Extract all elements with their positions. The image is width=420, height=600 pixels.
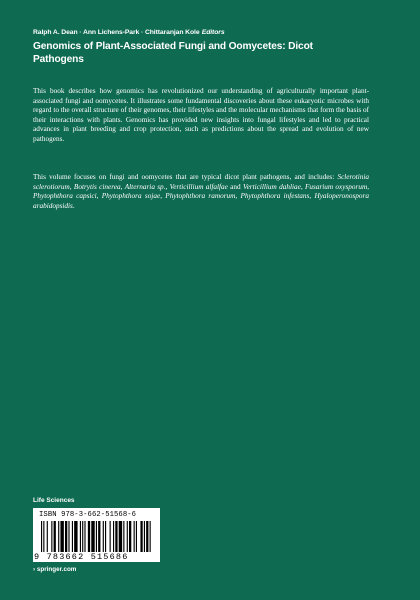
barcode-stripe	[82, 521, 83, 552]
barcode-stripe	[98, 521, 100, 552]
barcode-stripe	[105, 521, 106, 552]
species-name: Sclerotinia sclerotiorum	[33, 173, 369, 191]
barcode-stripe	[103, 521, 104, 552]
book-title: Genomics of Plant-Associated Fungi and Oomycetes: Dicot Pathogens	[33, 41, 313, 65]
species-name: Phytophthora capsici	[33, 192, 97, 200]
separator: ,	[235, 192, 241, 200]
species-name: Alternaria sp.	[124, 182, 166, 191]
species-name: Verticillium dahliae	[242, 182, 301, 191]
barcode-stripe	[140, 521, 142, 552]
barcode-stripe	[136, 521, 137, 552]
separator: ,	[367, 182, 370, 191]
barcode-stripe	[80, 521, 81, 552]
barcode-stripe	[144, 521, 145, 552]
barcode-stripe	[60, 521, 63, 552]
barcode-stripe	[72, 521, 73, 552]
separator: ,	[300, 182, 305, 191]
barcode-stripe	[127, 521, 128, 552]
separator: ,	[120, 182, 125, 191]
barcode-stripe	[65, 521, 67, 552]
barcode-bars	[41, 521, 153, 552]
barcode-stripe	[41, 521, 42, 552]
barcode-stripe	[54, 521, 56, 552]
barcode-digits: 9 783662 515686	[34, 552, 129, 562]
species-name: Hyaloperonospora arabidopsidis	[33, 192, 369, 210]
species-name: Phytophthora sojae	[101, 192, 161, 200]
separator: and	[227, 182, 243, 191]
separator: ,	[309, 192, 315, 200]
species-name: Fusarium oxysporum	[304, 182, 368, 191]
species-name: Phytophthora infestans	[240, 192, 310, 200]
separator: ,	[160, 192, 166, 200]
barcode-stripe	[47, 521, 48, 552]
barcode-stripe	[123, 521, 124, 552]
subject-label: Life Sciences	[33, 497, 75, 504]
separator: ,	[165, 182, 170, 191]
separator: ,	[69, 182, 74, 191]
editor-names: Ralph A. Dean · Ann Lichens-Park · Chittaranjan Kole	[33, 29, 200, 36]
editors-role-label: Editors	[201, 29, 225, 36]
barcode-stripe	[51, 521, 52, 552]
barcode-stripe	[68, 521, 69, 552]
barcode-stripe	[58, 521, 59, 552]
barcode-stripe	[91, 521, 94, 552]
barcode-stripe	[134, 521, 135, 552]
barcode-stripe	[113, 521, 114, 552]
description-paragraph: This book describes how genomics has revolutionized our understanding of agriculturally important plant-associated fungi and oomycetes. It illustrates some fundamental discoveries about these eukaryotic microbes with regard to the overall structure of their genomes, their lifestyles and the molecular mechanisms that form the basis of their interactions with plants. Genomics has provided new insights into fungal lifestyles and led to practical advances in plant breeding and crop protection, such as predictions about the spread and evolution of new pathogens.	[33, 87, 370, 143]
barcode-stripe	[74, 521, 77, 552]
barcode-stripe	[84, 521, 85, 552]
barcode-stripe	[119, 521, 122, 552]
barcode-stripe	[110, 521, 111, 552]
editors-line	[33, 29, 393, 36]
species-intro: This volume focuses on fungi and oomycetes that are typical dicot plant pathogens, and includes:	[33, 173, 338, 181]
isbn-text: ISBN 978-3-662-51568-6	[39, 511, 137, 519]
species-name: Botrytis cinerea	[73, 182, 121, 191]
species-name: Verticillium alfalfae	[169, 182, 228, 191]
separator: ,	[96, 192, 102, 200]
barcode-stripe	[150, 521, 151, 552]
species-paragraph	[33, 173, 369, 211]
barcode-stripe	[115, 521, 117, 552]
barcode-stripe	[43, 521, 44, 552]
isbn-barcode	[33, 508, 160, 562]
publisher-url[interactable]: › springer.com	[33, 566, 77, 573]
barcode-stripe	[88, 521, 90, 552]
barcode-stripe	[129, 521, 131, 552]
editors-role	[201, 29, 224, 36]
separator: .	[72, 201, 75, 210]
species-name: Phytophthora ramorum	[165, 192, 236, 200]
barcode-stripe	[146, 521, 148, 552]
barcode-stripe	[96, 521, 97, 552]
